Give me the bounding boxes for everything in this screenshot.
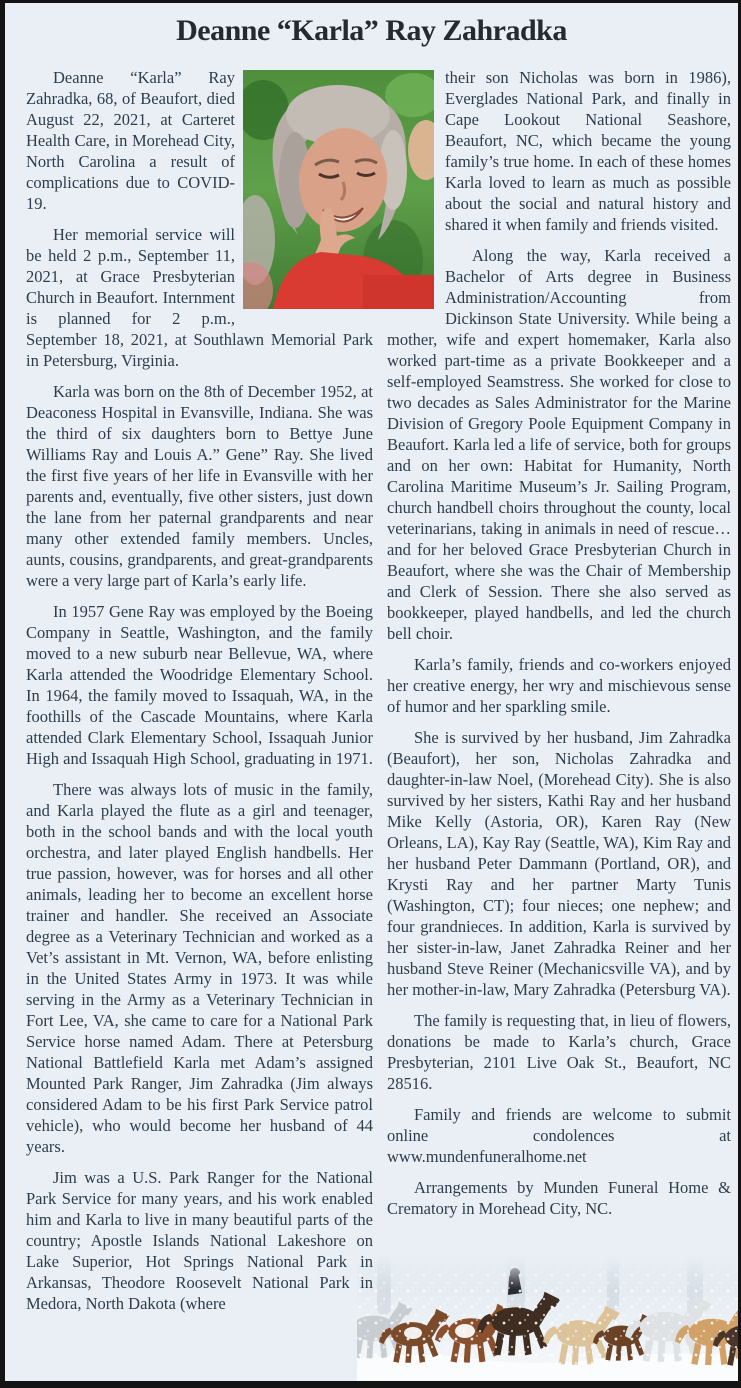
paragraph-memorial-service: Her memorial service will be held 2 p.m., September 11, 2021, at Grace Presbyterian Church in Beaufort. Internment is planned for 2 p.m., September 18, 2021, at Southlawn Memorial Park in Petersburg, Virginia. xyxy=(26,225,373,370)
page-title: Deanne “Karla” Ray Zahradka xyxy=(176,14,567,47)
paragraph-parks-continued: their son Nicholas was born in 1986), Everglades National Park, and finally in Cape Lookout National Seashore, Beaufort, NC, which became the young family’s true home. In each of these homes Karla loved to learn as much as possible about the social and natural history and shared it when family and friends visited. xyxy=(445,68,731,234)
paragraph-personality: Karla’s family, friends and co-workers enjoyed her creative energy, her wry and mischievous sense of humor and her sparkling smile. xyxy=(387,655,731,716)
horses-snow-image xyxy=(357,1255,739,1384)
portrait-photo-image xyxy=(243,70,434,309)
paragraph-jim-ranger: Jim was a U.S. Park Ranger for the National Park Service for many years, and his work enabled him and Karla to live in many beautiful parts of the country; Apostle Islands National Lakeshore on Lake Superior, Hot Springs National Park in Arkansas, Theodore Roosevelt National Park in Medora, North Dakota (where xyxy=(26,1168,373,1313)
paragraph-arrangements: Arrangements by Munden Funeral Home & Crematory in Morehead City, NC. xyxy=(387,1178,731,1218)
paragraph-birth-family: Karla was born on the 8th of December 1952, at Deaconess Hospital in Evansville, Indiana. She was the third of six daughters born to Bettye June Williams Ray and Louis A.” Gene” Ray. She lived the first five years of her life in Evansville with her parents and, eventually, five other sisters, just down the lane from her paternal grandparents and near many other extended family members. Uncles, aunts, cousins, grandparents, and great-grandparents were a very large part of Karla’s early life. xyxy=(26,382,373,590)
portrait-photo xyxy=(243,70,434,309)
paragraph-survivors: She is survived by her husband, Jim Zahradka (Beaufort), her son, Nicholas Zahradka and daughter-in-law Noel, (Morehead City). She is also survived by her sisters, Kathi Ray and her husband Mike Kelly (Astoria, OR), Karen Ray (New Orleans, LA), Kay Ray (Seattle, WA), Kim Ray and her husband Peter Dammann (Portland, OR), and Krysti Ray and her partner Marty Tunis (Washington, CT); four nieces; one nephew; and four grandnieces. In addition, Karla is survived by her sister-in-law, Janet Zahradka Reiner and her husband Steve Reiner (Mechanicsville VA), and by her mother-in-law, Mary Zahradka (Petersburg VA). xyxy=(387,728,731,999)
paragraph-boeing-schools: In 1957 Gene Ray was employed by the Boeing Company in Seattle, Washington, and the family moved to a new suburb near Bellevue, WA, where Karla attended the Woodridge Elementary School. In 1964, the family moved to Issaquah, WA, in the foothills of the Cascade Mountains, where Karla attended Clark Elementary School, Issaquah Junior High and Issaquah High School, graduating in 1971. xyxy=(26,602,373,768)
horses-snow-photo xyxy=(357,1255,739,1384)
paragraph-donations: The family is requesting that, in lieu of flowers, donations be made to Karla’s church, Grace Presbyterian, 2101 Live Oak St., Beaufort, NC 28516. xyxy=(387,1011,731,1093)
right-column xyxy=(387,67,731,1229)
paragraph-condolences: Family and friends are welcome to submit online condolences at www.mundenfuneralhome.net xyxy=(387,1105,731,1166)
paragraph-career-service: Along the way, Karla received a Bachelor of Arts degree in Business Administration/Accounting from Dickinson State University. While being a mother, wife and expert homemaker, Karla also worked part-time as a private Bookkeeper and a self-employed Seamstress. She worked for close to two decades as Sales Administrator for the Marine Division of Gregory Poole Equipment Company in Beaufort. Karla led a life of service, both for groups and on her own: Habitat for Humanity, North Carolina Maritime Museum’s Jr. Sailing Program, church handbell choirs throughout the county, local veterinarians, taking in animals in need of rescue…and for her beloved Grace Presbyterian Church in Beaufort, where she was the Chair of Membership and Clerk of Session. There she also served as bookkeeper, played handbells, and led the church bell choir. xyxy=(387,246,731,643)
paragraph-intro: Deanne “Karla” Ray Zahradka, 68, of Beaufort, died August 22, 2021, at Carteret Health Care, in Morehead City, North Carolina a result of complications due to COVID-19. xyxy=(26,68,235,213)
paragraph-music-horses-army: There was always lots of music in the family, and Karla played the flute as a girl and teenager, both in the school bands and with the local youth orchestra, and later played English handbells. Her true passion, however, was for horses and all other animals, leading her to become an excellent horse trainer and handler. She received an Associate degree as a Veterinary Technician and worked as a Vet’s assistant in Mt. Vernon, WA, before enlisting in the United States Army in 1973. It was while serving in the Army as a Veterinary Technician in Fort Lee, VA, she came to care for a National Park Service horse named Adam. There at Petersburg National Battlefield Karla met Adam’s assigned Mounted Park Ranger, Jim Zahradka (Jim always considered Adam to be his first Park Service patrol vehicle), who would become her husband of 44 years. xyxy=(26,780,373,1156)
